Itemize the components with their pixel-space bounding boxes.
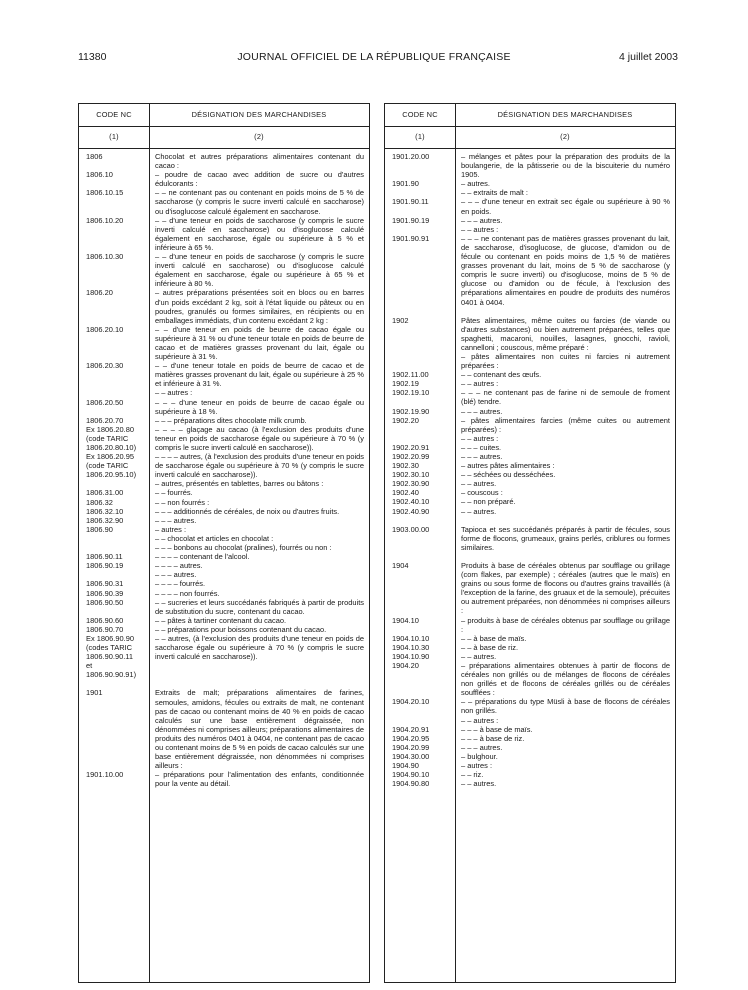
goods-designation: – – autres. [461,651,497,661]
goods-designation: – – fourrés. [155,488,193,498]
nc-code: 1902.30.90 [392,479,430,489]
table-row [385,434,675,443]
table-row [385,152,675,179]
nc-code [385,716,455,725]
table-row [79,325,369,361]
nc-code: 1902 [392,315,409,325]
goods-designation: – – d'une teneur totale en poids de beurre de cacao et de matières grasses provenant du lait, égale ou supérieure à 25 % et inférieure à 31 %. [155,361,364,389]
table-row [79,688,369,770]
nc-code: Ex 1806.20.80 (code TARIC 1806.20.80.10) [86,424,137,452]
goods-designation: Chocolat et autres préparations alimentaires contenant du cacao : [155,152,364,171]
nc-code: 1901.90.19 [392,215,430,225]
table-row [385,197,675,215]
journal-title: JOURNAL OFFICIEL DE LA RÉPUBLIQUE FRANÇAISE [237,51,511,63]
goods-designation: Pâtes alimentaires, même cuites ou farcies (de viande ou d'autres substances) ou bien autrement préparées, telles que spaghetti, macaroni, nouilles, lasagnes, gnocchi, ravioli, cannelloni ; couscous, même préparé : [461,315,670,352]
goods-designation: – – – – autres. [155,561,203,571]
goods-designation: – – autres. [461,779,497,789]
table-row [385,734,675,743]
goods-designation: – pâtes alimentaires non cuites ni farcies ni autrement préparées : [461,351,670,371]
table-row [79,543,369,552]
table-row [79,507,369,516]
goods-designation: – – pâtes à tartiner contenant du cacao. [155,615,287,625]
goods-designation: – – autres : [155,388,193,398]
table-row [79,361,369,388]
table-row [79,452,369,479]
nc-code: 1904.20.95 [392,733,430,743]
goods-designation: – poudre de cacao avec addition de sucre ou d'autres édulcorants : [155,170,364,189]
nc-code: 1806.10.30 [86,252,124,262]
nc-code: 1902.20.91 [392,442,430,452]
table-row [79,634,369,679]
goods-designation: Produits à base de céréales obtenus par soufflage ou grillage (corn flakes, par exemple) ; céréales (autres que le maïs) en grains ou sous forme de flocons ou d'autres grains travaillés (à l'exception de la farine, des gruaux et de la semoule), précuites ou autrement préparées, non dénommées ni comprises ailleurs : [461,560,670,616]
publication-date: 4 juillet 2003 [619,51,678,63]
nc-code: 1901.20.00 [392,152,430,161]
column-header-designation: DÉSIGNATION DES MARCHANDISES [191,110,327,119]
goods-designation: – – – autres. [461,452,503,461]
table-row [79,488,369,497]
table-row [385,370,675,379]
table-row [385,316,675,352]
table-row [79,616,369,625]
goods-designation: – – – d'une teneur en poids de beurre de cacao égale ou supérieure à 18 %. [155,397,364,416]
goods-designation: – – à base de riz. [461,642,519,652]
nc-code [79,543,149,552]
table-row [385,470,675,479]
nc-code [385,434,455,443]
table-row [385,752,675,761]
goods-designation: – autres pâtes alimentaires : [461,461,555,471]
nc-code: 1904.10.30 [392,642,430,652]
table-row [79,170,369,188]
header-divider [79,148,369,149]
goods-designation: – autres, présentés en tablettes, barres ou bâtons : [155,479,324,489]
table-row [79,770,369,788]
goods-designation: – – autres, (à l'exclusion des produits d'une teneur en poids de saccharose égale ou supérieure à 70 % (y compris le sucre inverti calculé en saccharose)). [155,633,364,662]
nc-code: 1806.10 [86,170,113,180]
table-row [79,498,369,507]
nc-code: 1806.20.50 [86,397,124,407]
goods-designation: – – séchées ou desséchées. [461,470,556,480]
goods-designation: – – extraits de malt : [461,188,528,198]
nc-code: 1902.19.90 [392,406,430,416]
nc-code: 1806.32 [86,497,113,507]
goods-designation: – – – autres. [461,742,503,752]
goods-designation: Extraits de malt; préparations alimentaires de farines, semoules, amidons, fécules ou extraits de malt, ne contenant pas de cacao ou contenant moins de 40 % en poids de cacao calculés sur une base entièrement dégraissée, non dénommées ni comprises ailleurs; préparations alimentaires de produits des numéros 0401 à 0404, ne contenant pas de cacao ou contenant moins de 5 % en poids de cacao calculés sur une base entièrement dégraissée, non dénommées ni comprises ailleurs : [155,688,364,771]
nc-code: 1904.20 [392,660,419,670]
nc-code: 1902.40.90 [392,506,430,516]
goods-designation: – autres préparations présentées soit en blocs ou en barres d'un poids excédant 2 kg, soit à l'état liquide ou pâteux ou en poudres, granulés ou formes similaires, en récipients ou en emballages immédiats, d'un contenu excédant 2 kg : [155,288,364,325]
goods-designation: – pâtes alimentaires farcies (même cuites ou autrement préparées) : [461,415,670,434]
table-row [79,216,369,252]
table-row [79,388,369,397]
goods-designation: – autres. [461,179,490,189]
goods-designation: – – – – non fourrés. [155,588,220,598]
goods-designation: – – – bonbons au chocolat (pralines), fourrés ou non : [155,543,332,553]
nc-code: 1902.11.00 [392,370,429,380]
nc-code: 1806.10.20 [86,215,124,225]
table-row [79,252,369,288]
nc-code: 1902.30.10 [392,470,430,480]
nc-code: 1902.40 [392,488,419,498]
goods-designation: – – – préparations dites chocolate milk crumb. [155,415,307,425]
column-header-code: CODE NC [402,110,438,119]
table-row [79,589,369,598]
goods-designation: – couscous : [461,488,503,498]
goods-designation: – mélanges et pâtes pour la préparation des produits de la boulangerie, de la pâtisserie ou de la biscuiterie du numéro 1905. [461,152,670,180]
goods-designation: – – – d'une teneur en extrait sec égale ou supérieure à 90 % en poids. [461,197,670,216]
nc-code: 1904.20.91 [392,724,430,734]
goods-designation: – – autres. [461,506,497,516]
nc-code: 1806.90.50 [86,597,124,607]
nc-code [79,570,149,579]
goods-designation: – – – à base de maïs. [461,724,533,734]
nc-code [79,479,149,488]
goods-designation: – bulghour. [461,751,498,761]
goods-designation: – – préparations du type Müsli à base de flocons de céréales non grillés. [461,697,670,716]
table-row [79,534,369,543]
table-row [385,507,675,516]
table-row [385,225,675,234]
table-row [79,598,369,616]
nc-code [79,534,149,543]
column-number-designation: (2) [560,132,570,141]
nc-code: 1903.00.00 [392,524,430,534]
goods-designation: – – sucreries et leurs succédanés fabriqués à partir de produits de substitution du sucre, contenant du cacao. [155,597,364,616]
table-row [79,288,369,324]
nc-code: 1904.10 [392,615,419,625]
column-header-code: CODE NC [96,110,132,119]
nc-code: 1901.90.11 [392,197,429,207]
nc-code: 1806.31.00 [86,488,124,498]
column-header-designation: DÉSIGNATION DES MARCHANDISES [497,110,633,119]
nc-code: 1904.90 [392,761,419,770]
table-row [385,461,675,470]
nc-code: 1901 [86,688,103,698]
goods-designation: – – à base de maïs. [461,633,527,643]
table-body [385,152,675,788]
table-row [385,497,675,506]
nc-code: 1806.32.90 [86,515,124,525]
goods-designation: – – non préparé. [461,497,516,507]
goods-designation: – – – ne contenant pas de matières grasses provenant du lait, de saccharose, d'isoglucose, de glucose, d'amidon ou de fécule ou contenant en poids moins de 1,5 % de matières grasses provenant du lait, moins de 5 % de saccharose (y compris le sucre inverti) ou d'isoglucose, moins de 5 % de glucose ou d'amidon ou de fécule, à l'exclusion des préparations alimentaires en poudre de produits des numéros 0401 à 0404. [461,233,670,307]
goods-designation: – – autres : [461,715,499,725]
page-header [0,50,748,64]
goods-designation: – – d'une teneur en poids de beurre de cacao égale ou supérieure à 31 % ou d'une teneur totale en poids de beurre de cacao et de matières grasses provenant du lait, égale ou supérieure à 31 %. [155,324,364,362]
table-row [385,443,675,452]
goods-designation: – préparations pour l'alimentation des enfants, conditionnée pour la vente au détail. [155,770,364,789]
nc-code: 1806.20 [86,288,113,298]
table-row [385,661,675,697]
column-number-code: (1) [415,132,425,141]
nc-code: 1806.90.70 [86,624,124,634]
table-row [385,179,675,188]
goods-designation: – – autres. [461,479,497,489]
nc-code: 1901.10.00 [86,770,124,780]
nc-code: 1806.90.11 [86,552,123,562]
nc-code: 1806.20.70 [86,415,124,425]
table-row [385,488,675,497]
table-row [79,579,369,588]
table-row [79,479,369,488]
nc-code: 1902.19.10 [392,388,430,398]
goods-designation: – – autres : [461,224,499,234]
nc-code: 1904.90.80 [392,779,430,789]
goods-designation: – – chocolat et articles en chocolat : [155,533,274,543]
nc-code: Ex 1806.90.90 (codes TARIC 1806.90.90.11 et 1806.90.90.91) [86,633,137,680]
nc-code: 1902.20.99 [392,452,430,461]
goods-designation: – – – – autres, (à l'exclusion des produits d'une teneur en poids de saccharose égale ou supérieure à 70 % (y compris le sucre inverti calculé en saccharose)). [155,452,364,480]
goods-designation: – – – – glaçage au cacao (à l'exclusion des produits d'une teneur en poids de saccharose égale ou supérieure à 70 % (y compris le sucre inverti calculé en saccharose)). [155,424,364,452]
table-body [79,152,369,788]
table-row [385,770,675,779]
goods-designation: – – non fourrés : [155,497,210,507]
nc-code: 1904.10.90 [392,651,430,661]
table-row [385,652,675,661]
table-row [79,152,369,170]
nc-code: 1806 [86,152,103,161]
table-row [79,425,369,452]
goods-designation: – – contenant des œufs. [461,370,542,380]
goods-designation: – – – cuites. [461,442,502,452]
nc-code: 1902.20 [392,415,419,425]
table-row [385,416,675,434]
nc-code: 1901.90 [392,179,419,189]
nc-code: 1806.20.30 [86,361,124,371]
goods-designation: – – riz. [461,770,484,780]
nc-code: 1901.90.91 [392,233,430,243]
table-row [385,352,675,370]
table-row [79,570,369,579]
nc-code: 1806.90.60 [86,615,124,625]
nc-code: 1902.19 [392,379,419,389]
table-row [385,616,675,634]
nc-code [385,188,455,197]
table-row [385,452,675,461]
nc-code: 1904.90.10 [392,770,430,780]
table-row [79,525,369,534]
nc-code: 1806.20.10 [86,324,124,334]
left-table [78,103,370,983]
table-row [385,525,675,552]
goods-designation: – – – autres. [155,515,197,525]
nc-code: 1904 [392,560,409,570]
column-number-designation: (2) [254,132,264,141]
table-row [385,379,675,388]
right-table [384,103,676,983]
table-row [385,216,675,225]
goods-designation: – – ne contenant pas ou contenant en poids moins de 5 % de saccharose (y compris le sucre inverti calculé en saccharose) ou d'isoglucose calculé également en saccharose. [155,188,364,216]
nc-code: 1806.90 [86,524,113,534]
table-row [385,743,675,752]
table-row [79,625,369,634]
table-row [79,416,369,425]
table-row [385,407,675,416]
table-row [79,552,369,561]
table-row [385,388,675,406]
nc-code: 1902.40.10 [392,497,430,507]
table-row [79,561,369,570]
goods-designation: – – – – contenant de l'alcool. [155,552,250,562]
nc-code: 1904.30.00 [392,751,430,761]
nc-code [385,352,455,370]
goods-designation: – autres : [155,524,187,534]
table-row [385,561,675,616]
table-row [385,479,675,488]
table-row [385,716,675,725]
goods-designation: – – – additionnés de céréales, de noix ou d'autres fruits. [155,506,340,516]
header-divider [385,148,675,149]
goods-designation: – – – à base de riz. [461,733,525,743]
goods-designation: – – d'une teneur en poids de saccharose (y compris le sucre inverti calculé en saccharose) ou d'isoglucose calculé également en saccharose, égale ou supérieure à 65 % et inférieure à 80 %. [155,252,364,289]
goods-designation: – – – – fourrés. [155,579,206,589]
nc-code: 1806.90.19 [86,561,124,571]
table-row [79,398,369,416]
goods-designation: – – – ne contenant pas de farine ni de semoule de froment (blé) tendre. [461,388,670,407]
nc-code: 1806.10.15 [86,188,124,198]
goods-designation: – produits à base de céréales obtenus par soufflage ou grillage : [461,615,670,634]
table-row [385,634,675,643]
goods-designation: – préparations alimentaires obtenues à partir de flocons de céréales non grillés ou de mélanges de flocons de céréales non grillés et de flocons de céréales grillés ou de céréales soufflées : [461,660,670,698]
goods-designation: – – d'une teneur en poids de saccharose (y compris le sucre inverti calculé en saccharose) ou d'isoglucose calculé également en saccharose, égale ou supérieure à 5 % et inférieure à 65 %. [155,215,364,252]
nc-code: 1904.20.10 [392,697,430,707]
goods-designation: – – autres : [461,379,499,389]
nc-code: 1806.90.31 [86,579,124,589]
goods-designation: – – autres : [461,433,499,443]
goods-designation: – autres : [461,761,493,770]
table-row [385,188,675,197]
goods-designation: Tapioca et ses succédanés préparés à partir de fécules, sous forme de flocons, grumeaux, grains perlés, criblures ou formes similaires. [461,524,670,552]
nc-code: 1806.90.39 [86,588,124,598]
nc-code: 1806.32.10 [86,506,124,516]
table-row [79,516,369,525]
table-row [385,234,675,307]
table-row [385,725,675,734]
nc-code: Ex 1806.20.95 (code TARIC 1806.20.95.10) [86,452,137,480]
table-row [385,643,675,652]
nc-code [79,388,149,397]
table-row [385,779,675,788]
nc-code: 1904.20.99 [392,742,430,752]
table-row [79,188,369,215]
nc-code [385,225,455,234]
goods-designation: – – préparations pour boissons contenant du cacao. [155,624,327,634]
goods-designation: – – – autres. [461,215,503,225]
column-number-code: (1) [109,132,119,141]
nc-code: 1902.30 [392,461,419,471]
page-number: 11380 [78,51,107,63]
table-row [385,761,675,770]
goods-designation: – – – autres. [155,570,197,580]
table-row [385,697,675,715]
nc-code: 1904.10.10 [392,633,430,643]
goods-designation: – – – autres. [461,406,503,416]
